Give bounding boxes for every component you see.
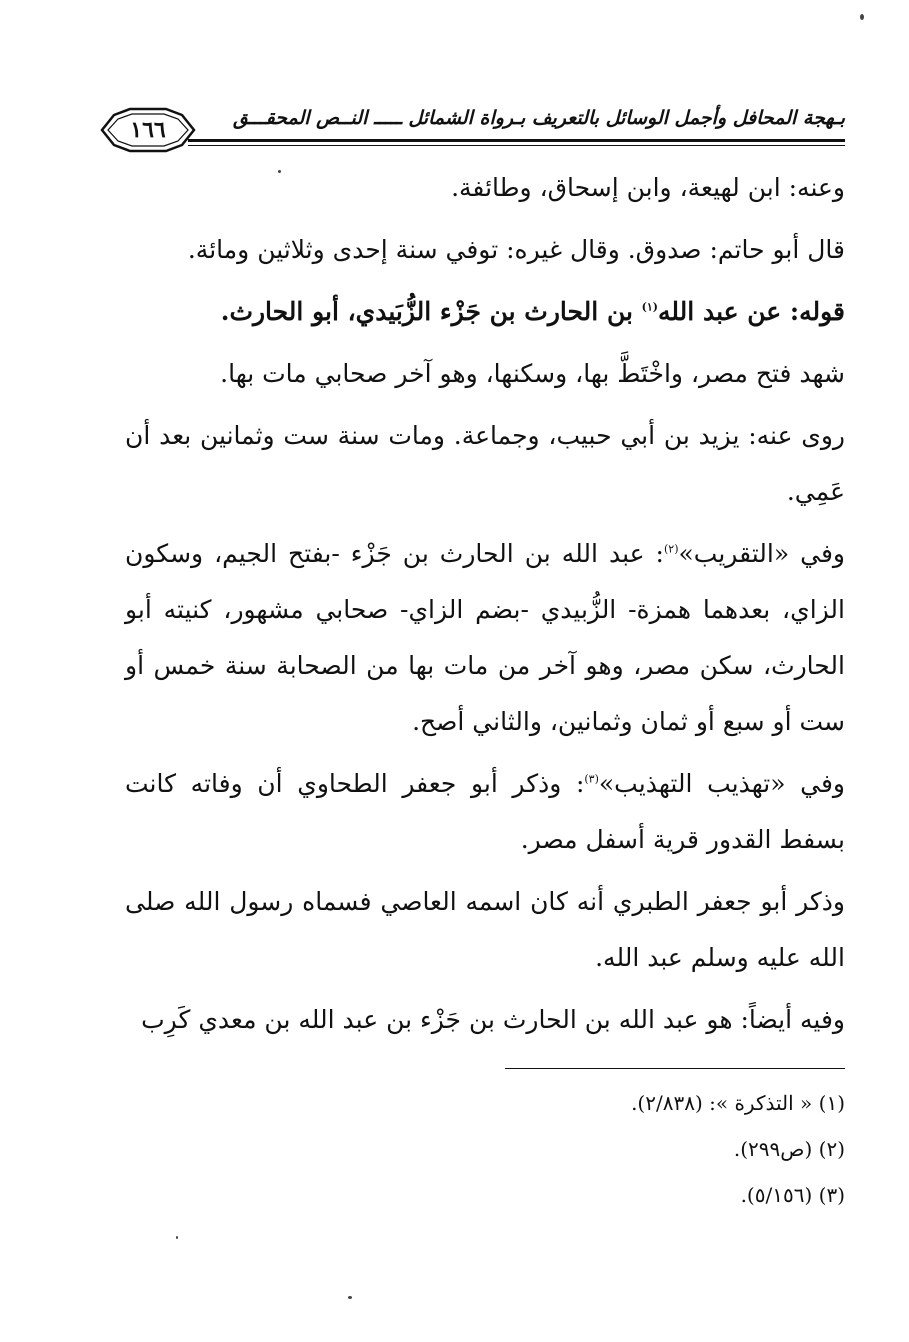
scan-speck (348, 1296, 352, 1299)
footnote-separator (505, 1068, 845, 1069)
scan-speck (278, 170, 281, 173)
footnote-number: (٢) (818, 1137, 845, 1161)
paragraph: وفيه أيضاً: هو عبد الله بن الحارث بن جَزْء بن عبد الله بن معدي كَرِب (141, 1005, 845, 1034)
header-rule-thick (188, 139, 845, 142)
footnote-number: (١) (818, 1091, 845, 1115)
footnote-ref: (٣) (584, 772, 599, 786)
footnote-ref: (٢) (663, 542, 679, 556)
paragraph (125, 756, 845, 868)
header-rule-thin (188, 145, 845, 146)
footnote-text: (ص٢٩٩). (733, 1137, 813, 1161)
paragraph-text: : وذكر أبو جعفر الطحاوي أن وفاته كانت بسفط القدور قرية أسفل مصر. (125, 769, 845, 854)
paragraph-text: بن الحارث بن جَزْء الزُّبَيدي، أبو الحارث. (220, 297, 642, 326)
page-number-badge (100, 105, 196, 155)
paragraph-text: وفي «التقريب» (678, 539, 845, 568)
paragraph-heading (125, 284, 845, 340)
paragraph: قال أبو حاتم: صدوق. وقال غيره: توفي سنة إحدى وثلاثين ومائة. (187, 235, 845, 264)
scan-speck (860, 14, 864, 20)
page-number: ١٦٦ (130, 117, 166, 143)
paragraph: وعنه: ابن لهيعة، وابن إسحاق، وطائفة. (451, 173, 845, 202)
footnotes (125, 1080, 845, 1218)
paragraph: روى عنه: يزيد بن أبي حبيب، وجماعة. ومات سنة ست وثمانين بعد أن عَمِي. (125, 421, 845, 506)
paragraph-text: : عبد الله بن الحارث بن جَزْء -بفتح الجيم، وسكون الزاي، بعدهما همزة- الزُّبيدي -بضم الزاي- صحابي مشهور، كنيته أبو الحارث، سكن مصر، وهو آخر من مات بها من الصحابة سنة خمس أو ست أو سبع أو ثمان وثمانين، والثاني أصح. (125, 539, 845, 736)
running-title: بـهجة المحافل وأجمل الوسائل بالتعريف بـرواة الشمائل ـــــ النــص المحقـــق (233, 107, 845, 129)
running-header (100, 95, 845, 155)
paragraph-text: قوله: عن عبد الله (658, 297, 845, 326)
footnote-ref: (١) (641, 300, 658, 314)
main-text (125, 160, 845, 1054)
footnote-text: « التذكرة »: (٢/٨٣٨). (631, 1091, 813, 1115)
scan-speck (176, 1236, 178, 1239)
paragraph: شهد فتح مصر، واخْتَطَّ بها، وسكنها، وهو آخر صحابي مات بها. (220, 359, 845, 388)
footnote (125, 1126, 845, 1172)
paragraph (125, 526, 845, 750)
footnote-text: (٥/١٥٦). (740, 1183, 813, 1207)
paragraph: وذكر أبو جعفر الطبري أنه كان اسمه العاصي فسماه رسول الله صلى الله عليه وسلم عبد الله. (125, 887, 845, 972)
paragraph-text: وفي «تهذيب التهذيب» (598, 769, 845, 798)
footnote-number: (٣) (818, 1183, 845, 1207)
footnote (125, 1080, 845, 1126)
footnote (125, 1172, 845, 1218)
